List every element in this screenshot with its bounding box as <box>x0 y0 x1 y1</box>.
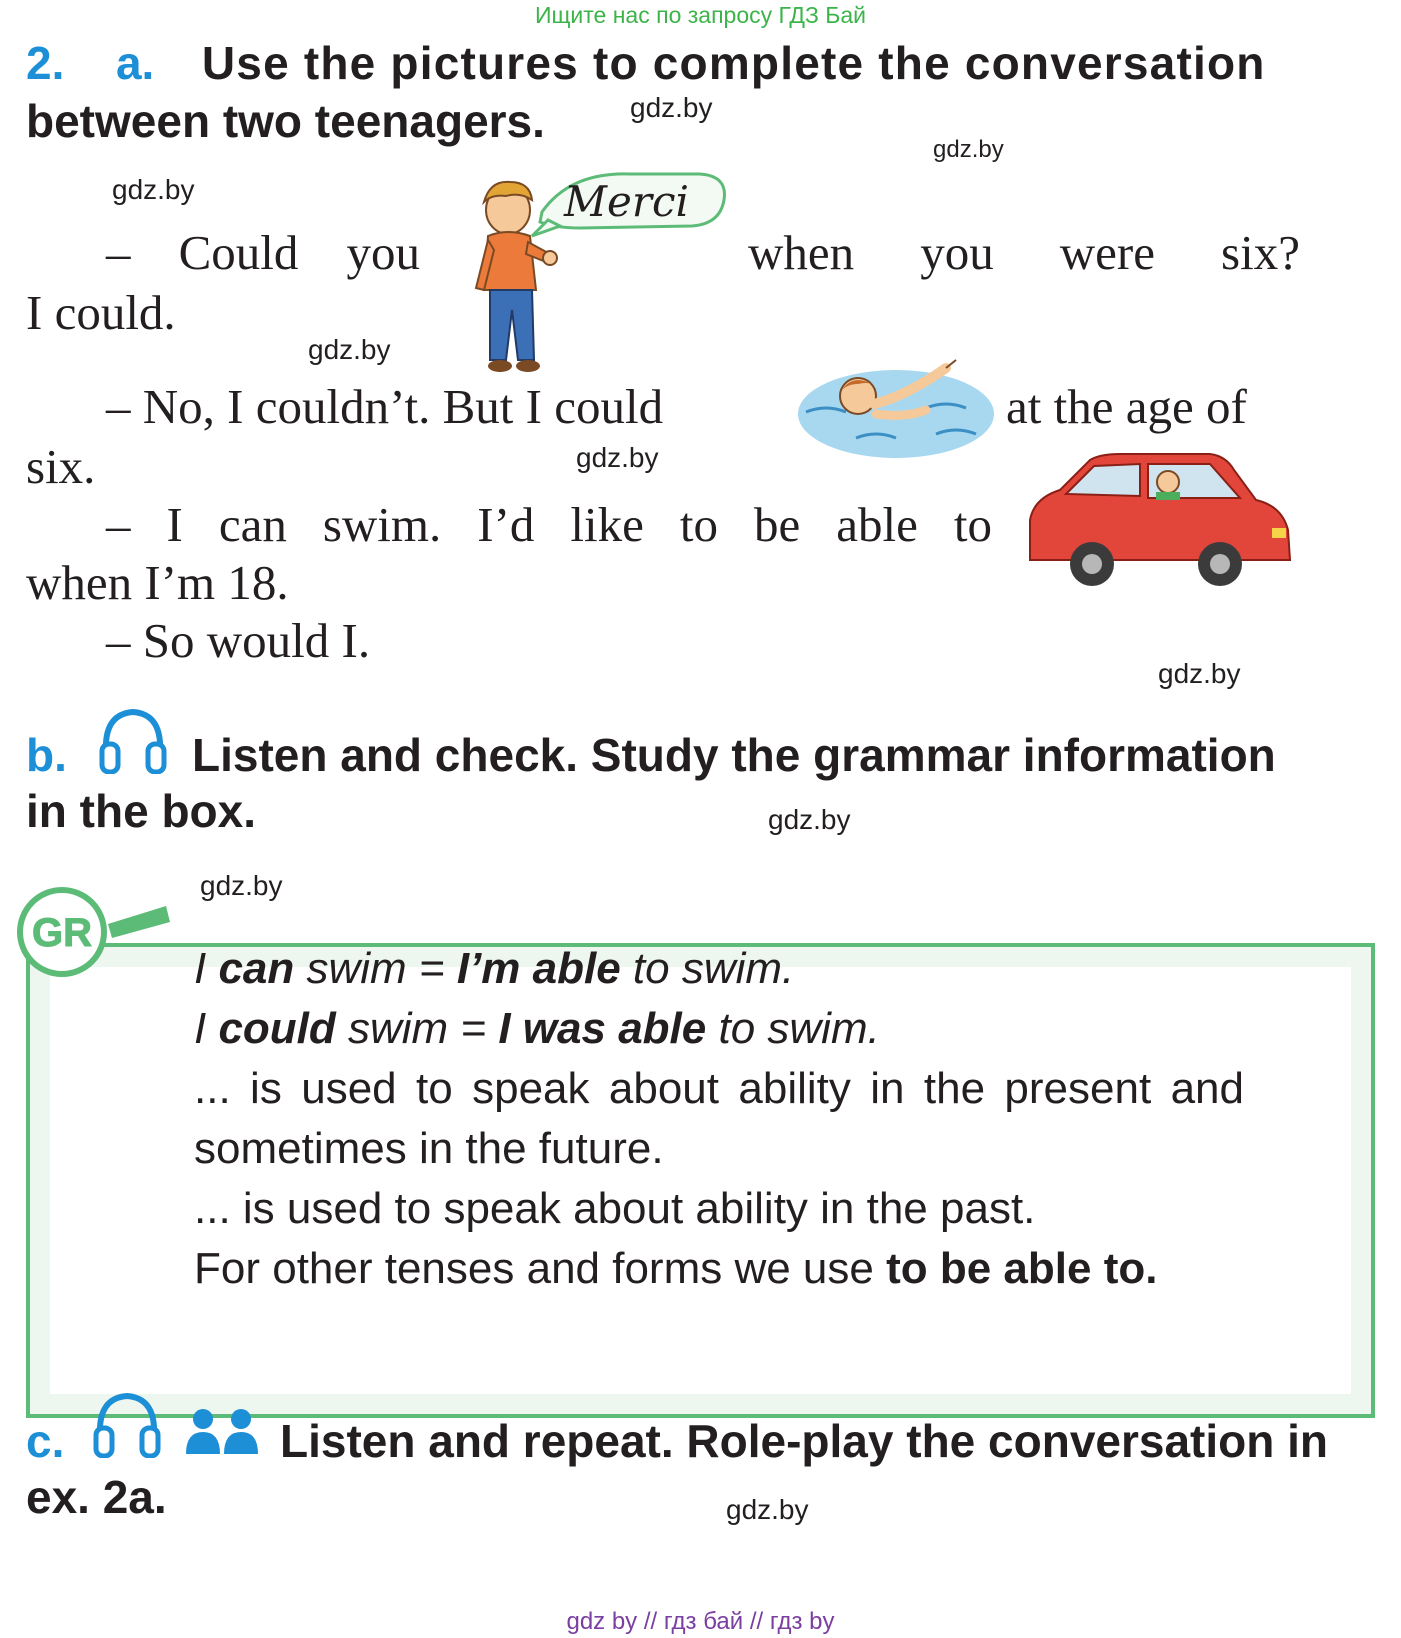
swimming-boy-illustration <box>796 352 1000 462</box>
dialogue-line3-part1: – I can swim. I’d like to be able to <box>106 497 992 552</box>
grammar-row2-part: I <box>194 1004 219 1053</box>
part-b-heading-line1: Listen and check. Study the grammar information <box>192 729 1276 781</box>
watermark: gdz.by <box>726 1494 809 1525</box>
grammar-row1-part: I <box>194 944 219 993</box>
part-c-heading-line2: ex. 2a. <box>26 1471 167 1523</box>
pair-work-icon <box>184 1408 260 1456</box>
grammar-row2-bold: I was able <box>498 1004 707 1053</box>
dialogue-line1-part2: when you were six? <box>748 225 1300 280</box>
grammar-row2 <box>194 1004 880 1054</box>
watermark: gdz.by <box>933 136 1004 163</box>
part-b-letter: b. <box>26 729 67 781</box>
exercise-2a-heading <box>26 36 1376 90</box>
grammar-row6-part: For other tenses and forms we use <box>194 1244 887 1293</box>
dialogue-line2-part1: – No, I couldn’t. But I could <box>106 379 664 434</box>
grammar-row2-part: swim = <box>335 1004 499 1053</box>
top-banner: Ищите нас по запросу ГДЗ Бай <box>534 2 867 28</box>
grammar-row1-bold: I’m able <box>456 944 621 993</box>
grammar-row1-bold: can <box>218 944 295 993</box>
watermark: gdz.by <box>200 870 283 901</box>
grammar-row2-bold: could <box>218 1004 336 1053</box>
grammar-row6-bold: to be able to. <box>886 1244 1158 1293</box>
dialogue-line1-part1: – Could you <box>106 225 420 280</box>
part-a-heading-line1: Use the pictures to complete the conversation <box>201 37 1266 89</box>
headphones-icon <box>92 1392 162 1458</box>
footer-links: gdz by // гдз бай // гдз by <box>566 1608 835 1635</box>
watermark: gdz.by <box>576 442 659 473</box>
part-a-letter: a. <box>115 37 155 89</box>
part-c-letter: c. <box>26 1415 65 1467</box>
grammar-row2-part: to swim. <box>706 1004 880 1053</box>
grammar-row5: ... is used to speak about ability in the past. <box>194 1184 1036 1233</box>
boy-speaking-illustration <box>460 170 730 380</box>
grammar-row6 <box>194 1244 1157 1294</box>
grammar-row4: sometimes in the future. <box>194 1124 664 1173</box>
grammar-row1-part: to swim. <box>620 944 795 993</box>
grammar-row1-part: swim = <box>294 944 457 993</box>
watermark: gdz.by <box>308 334 391 365</box>
dialogue-line2-continuation: six. <box>26 439 96 494</box>
dialogue-line4: – So would I. <box>106 613 371 668</box>
speech-bubble-text: Merci <box>564 177 689 226</box>
watermark: gdz.by <box>768 804 851 835</box>
dialogue-line2-part2: at the age of <box>1006 379 1247 434</box>
part-a-heading-line2: between two teenagers. <box>26 95 545 147</box>
watermark: gdz.by <box>630 92 713 123</box>
grammar-row1 <box>194 944 794 994</box>
watermark: gdz.by <box>1158 658 1241 689</box>
dialogue-line1-continuation: I could. <box>26 285 176 340</box>
exercise-number: 2. <box>26 37 65 89</box>
red-car-illustration <box>1020 450 1296 592</box>
part-c-heading-line1: Listen and repeat. Role-play the conversation in <box>280 1415 1329 1467</box>
grammar-badge-icon <box>16 880 176 980</box>
watermark: gdz.by <box>112 174 195 205</box>
headphones-icon <box>98 708 168 774</box>
part-b-heading-line2: in the box. <box>26 785 256 837</box>
grammar-row3: ... is used to speak about ability in the present and <box>194 1064 1244 1113</box>
dialogue-line3-continuation: when I’m 18. <box>26 555 289 610</box>
grammar-badge-text: GR <box>32 911 92 955</box>
